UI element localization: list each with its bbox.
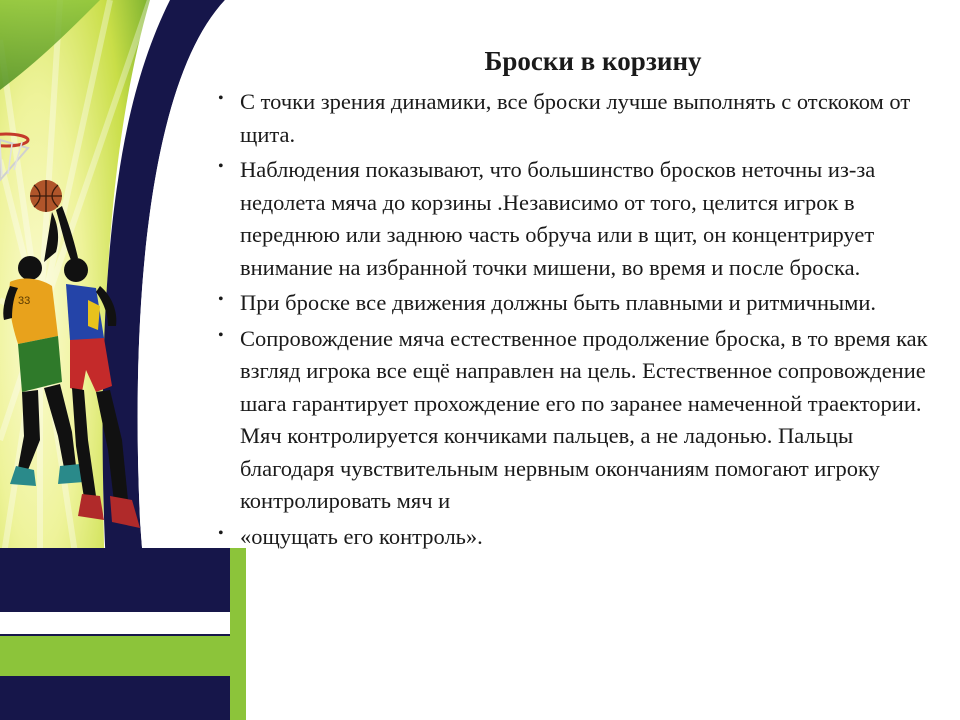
bullet-item [218,86,928,151]
bottom-green-stripe [0,636,230,676]
bottom-navy-stripe [0,678,230,720]
bullet-item [218,287,928,320]
bullet-item [218,154,928,284]
svg-text:33: 33 [18,295,31,307]
slide-title: Броски в корзину [484,46,702,76]
basketball-icon [30,180,62,212]
bullet-text: Наблюдения показывают, что большинство бросков неточны из-за недолета мяча до корзины .Независимо от того, целится игрок в переднюю или заднюю часть обруча или в щит, он концентрирует внимание на избранной точки мишени, во время и после броска. [240,157,876,280]
bullet-dot: • [218,291,224,308]
bullet-text: «ощущать его контроль». [240,523,483,549]
bullet-item [218,323,928,518]
bottom-white-stripe [0,612,230,634]
bullet-text: При броске все движения должны быть плавными и ритмичными. [240,290,877,315]
bullet-dot: • [218,90,224,107]
bullet-dot: • [218,158,224,175]
bullet-dot: • [218,524,224,542]
bullet-text: Сопровождение мяча естественное продолжение броска, в то время как взгляд игрока все ещё направлен на цель. Естественное сопровождение шага гарантирует прохождение его по заранее намеченной траектории. Мяч контролируется кончиками пальцев, а не ладонью. Пальцы благодаря чувствительным нервным окончаниям помогают игроку контролировать мяч и [240,325,928,513]
bullet-text: С точки зрения динамики, все броски лучше выполнять с отскоком от щита. [240,89,911,147]
slide-content [218,44,928,556]
bullet-dot: • [218,326,224,344]
right-vertical-bar [230,548,246,720]
bullet-list [218,86,928,553]
bullet-item [218,521,928,554]
